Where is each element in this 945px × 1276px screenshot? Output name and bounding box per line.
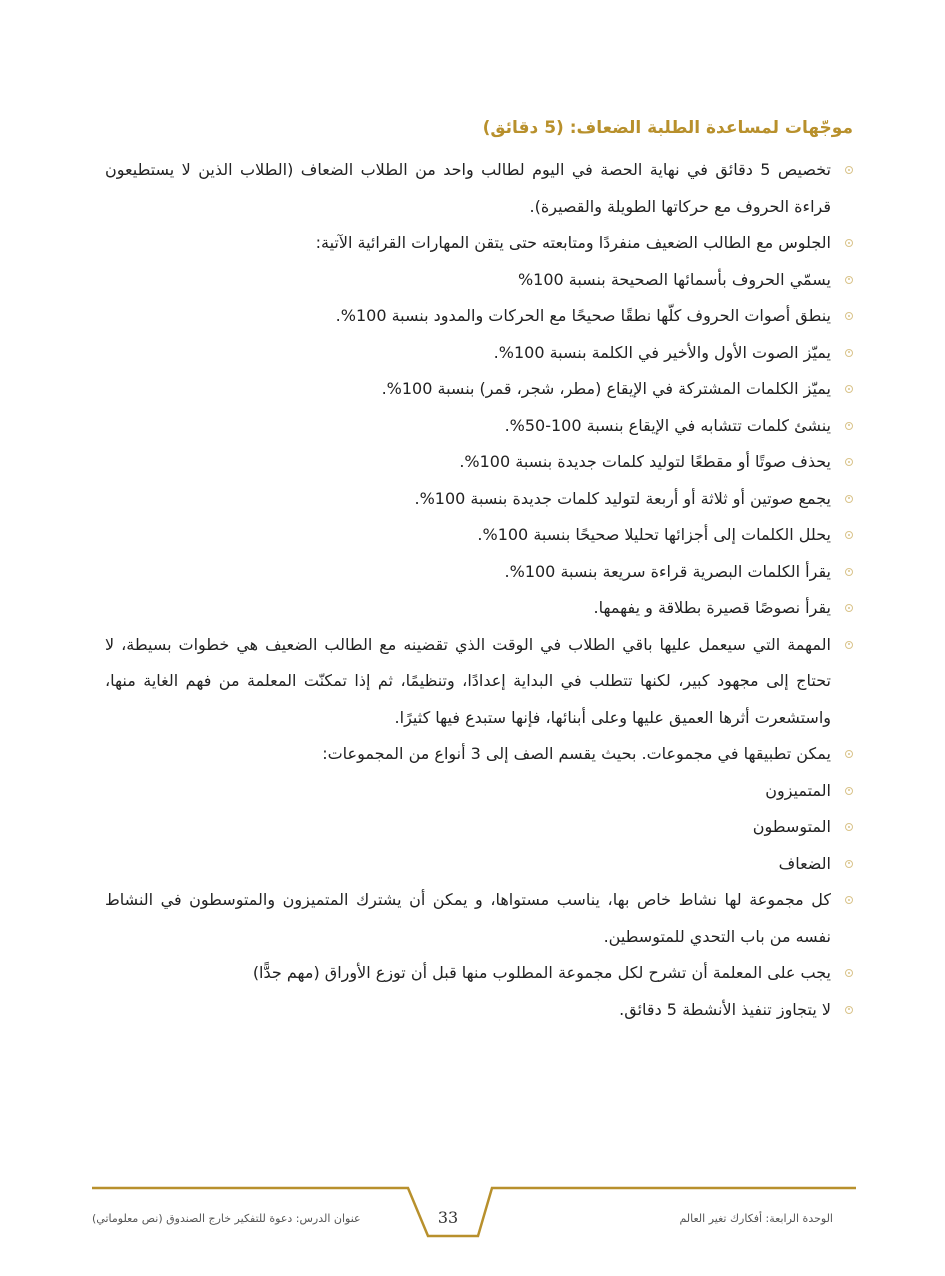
list-item-text: المهمة التي سيعمل عليها باقي الطلاب في الوقت الذي تقضينه مع الطالب الضعيف هي خطوات بسيطة، لا تحتاج إلى مجهود كبير، لكنها تتطلب في البداية إعدادًا، وتنظيمًا، ثم إذا تمكنّت المعلمة من فهم الغاية منها، واستشعرت أثرها العميق عليها وعلى أبنائها، فإنها ستبدع فيها كثيرًا. — [105, 634, 831, 727]
bullet-icon — [845, 823, 853, 831]
page-number: 33 — [437, 1208, 459, 1227]
bullet-icon — [845, 349, 853, 357]
bullet-icon — [845, 641, 853, 649]
bullet-icon — [845, 787, 853, 795]
footer-unit-title: الوحدة الرابعة: أفكارك تغير العالم — [679, 1212, 833, 1225]
list-item-text: يمكن تطبيقها في مجموعات. بحيث يقسم الصف إلى 3 أنواع من المجموعات: — [322, 744, 831, 763]
bullet-icon — [845, 860, 853, 868]
bullet-icon — [845, 604, 853, 612]
list-item — [105, 627, 853, 737]
list-item-text: المتوسطون — [752, 817, 831, 836]
list-item — [105, 335, 853, 372]
list-item — [105, 298, 853, 335]
bullet-icon — [845, 385, 853, 393]
bullet-icon — [845, 896, 853, 904]
list-item-text: يجب على المعلمة أن تشرح لكل مجموعة المطلوب منها قبل أن توزع الأوراق (مهم جدًّا) — [252, 963, 831, 982]
list-item-text: ينطق أصوات الحروف كلّها نطقًا صحيحًا مع الحركات والمدود بنسبة 100%. — [335, 306, 831, 325]
guidelines-list — [105, 152, 853, 1028]
list-item — [105, 262, 853, 299]
list-item — [105, 809, 853, 846]
list-item-text: تخصيص 5 دقائق في نهاية الحصة في اليوم لطالب واحد من الطلاب الضعاف (الطلاب الذين لا يستطيعون قراءة الحروف مع حركاتها الطويلة والقصيرة). — [105, 160, 831, 216]
list-item — [105, 481, 853, 518]
list-item-text: يجمع صوتين أو ثلاثة أو أربعة لتوليد كلمات جديدة بنسبة 100%. — [414, 488, 831, 508]
list-item — [105, 444, 853, 481]
bullet-icon — [845, 969, 853, 977]
list-item-text: الجلوس مع الطالب الضعيف منفردًا ومتابعته حتى يتقن المهارات القرائية الآتية: — [315, 233, 831, 252]
list-item-text: لا يتجاوز تنفيذ الأنشطة 5 دقائق. — [619, 999, 831, 1019]
list-item — [105, 554, 853, 591]
list-item — [105, 992, 853, 1029]
bullet-icon — [845, 568, 853, 576]
list-item-text: يحلل الكلمات إلى أجزائها تحليلا صحيحًا بنسبة 100%. — [477, 525, 831, 544]
bullet-icon — [845, 312, 853, 320]
list-item — [105, 846, 853, 883]
list-item — [105, 225, 853, 262]
list-item-text: يحذف صوتًا أو مقطعًا لتوليد كلمات جديدة بنسبة 100%. — [459, 452, 831, 471]
section-heading: موجّهات لمساعدة الطلبة الضعاف: (5 دقائق) — [482, 118, 853, 138]
bullet-icon — [845, 166, 853, 174]
list-item — [105, 371, 853, 408]
list-item-text: ينشئ كلمات تتشابه في الإيقاع بنسبة 100-50%. — [504, 415, 831, 435]
list-item — [105, 882, 853, 955]
list-item — [105, 736, 853, 773]
footer-lesson-title: عنوان الدرس: دعوة للتفكير خارج الصندوق (نص معلوماتي) — [92, 1212, 361, 1225]
list-item — [105, 590, 853, 627]
bullet-icon — [845, 1006, 853, 1014]
list-item-text: يميّز الصوت الأول والأخير في الكلمة بنسبة 100%. — [493, 342, 831, 362]
list-item-text: يقرأ الكلمات البصرية قراءة سريعة بنسبة 100%. — [504, 561, 831, 581]
list-item-text: يسمّي الحروف بأسمائها الصحيحة بنسبة 100% — [517, 269, 831, 289]
list-item — [105, 408, 853, 445]
bullet-icon — [845, 458, 853, 466]
list-item — [105, 517, 853, 554]
bullet-icon — [845, 750, 853, 758]
bullet-icon — [845, 422, 853, 430]
bullet-icon — [845, 531, 853, 539]
list-item-text: يميّز الكلمات المشتركة في الإيقاع (مطر، شجر، قمر) بنسبة 100%. — [381, 379, 831, 398]
list-item — [105, 955, 853, 992]
list-item-text: يقرأ نصوصًا قصيرة بطلاقة و يفهمها. — [593, 598, 831, 617]
list-item-text: كل مجموعة لها نشاط خاص بها، يناسب مستواها، و يمكن أن يشترك المتميزون والمتوسطون في النشاط نفسه من باب التحدي للمتوسطين. — [105, 890, 831, 946]
list-item — [105, 152, 853, 225]
list-item — [105, 773, 853, 810]
bullet-icon — [845, 495, 853, 503]
bullet-icon — [845, 276, 853, 284]
list-item-text: المتميزون — [765, 780, 831, 800]
bullet-icon — [845, 239, 853, 247]
list-item-text: الضعاف — [778, 853, 831, 873]
